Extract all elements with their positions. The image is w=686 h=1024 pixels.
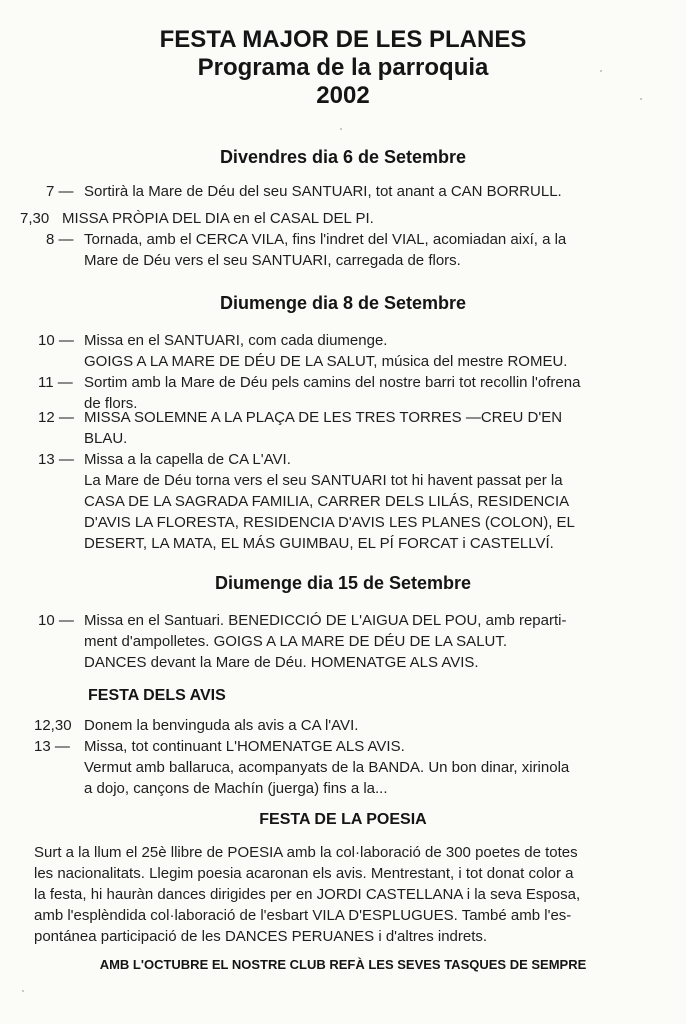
entry-text: [84, 715, 646, 736]
scan-speck: [22, 990, 24, 992]
page-title: FESTA MAJOR DE LES PLANES: [159, 26, 527, 53]
entry-time: 10 —: [38, 332, 74, 349]
page-subtitle: Programa de la parroquia: [197, 54, 489, 81]
entry-line: Missa en el Santuari. BENEDICCIÓ DE L'AIGUA DEL POU, amb reparti-: [84, 612, 567, 629]
list-item: [38, 407, 646, 449]
entry-line: Missa en el SANTUARI, com cada diumenge.: [84, 332, 388, 349]
entry-text: [84, 736, 646, 799]
entry-time: 12 —: [38, 409, 74, 426]
list-item: [34, 715, 646, 736]
entry-line: Tornada, amb el CERCA VILA, fins l'indret del VIAL, acomiadan així, a la: [84, 231, 567, 248]
paragraph-line: Surt a la llum el 25è llibre de POESIA amb la col·laboració de 300 poetes de totes: [34, 844, 578, 861]
entry-line: La Mare de Déu torna vers el seu SANTUARI tot hi havent passat per la: [84, 472, 563, 489]
entry-line: Donem la benvinguda als avis a CA l'AVI.: [84, 717, 359, 734]
entry-line: GOIGS A LA MARE DE DÉU DE LA SALUT, música del mestre ROMEU.: [84, 353, 568, 370]
entry-text: [62, 208, 646, 229]
entry-time: 12,30: [34, 717, 72, 734]
paragraph-line: pontánea participació de les DANCES PERUANES i d'altres indrets.: [34, 928, 488, 945]
entry-text: [84, 449, 646, 554]
section-heading-festa-avis: FESTA DELS AVIS: [88, 687, 226, 704]
list-item: [46, 181, 646, 202]
entry-time: 7,30: [20, 210, 50, 227]
list-item: [38, 610, 646, 673]
entry-line: DANCES devant la Mare de Déu. HOMENATGE ALS AVIS.: [84, 654, 479, 671]
scan-speck: [640, 98, 642, 100]
entry-time: 10 —: [38, 612, 74, 629]
scan-speck: [340, 128, 342, 130]
entry-line: Sortim amb la Mare de Déu pels camins del nostre barri tot recollin l'ofrena: [84, 374, 581, 391]
footer-note: AMB L'OCTUBRE EL NOSTRE CLUB REFÀ LES SEVES TASQUES DE SEMPRE: [99, 957, 587, 972]
entry-line: D'AVIS LA FLORESTA, RESIDENCIA D'AVIS LES PLANES (COLON), EL: [84, 514, 575, 531]
entry-line: Vermut amb ballaruca, acompanyats de la BANDA. Un bon dinar, xirinola: [84, 759, 570, 776]
entry-line: DESERT, LA MATA, EL MÁS GUIMBAU, EL PÍ FORCAT i CASTELLVÍ.: [84, 535, 554, 552]
scan-speck: [600, 70, 602, 72]
entry-time: 7 —: [46, 183, 74, 200]
list-item: [38, 449, 646, 554]
entry-line: BLAU.: [84, 430, 128, 447]
entry-line: a dojo, cançons de Machín (juerga) fins a la...: [84, 780, 388, 797]
entry-line: MISSA PRÒPIA DEL DIA en el CASAL DEL PI.: [62, 210, 374, 227]
section-heading-friday: Divendres dia 6 de Setembre: [219, 147, 467, 167]
section-heading-festa-poesia: FESTA DE LA POESIA: [259, 811, 427, 828]
paragraph-line: amb l'esplèndida col·laboració de l'esbart VILA D'ESPLUGUES. També amb l'es-: [34, 907, 572, 924]
poesia-paragraph: [34, 842, 644, 947]
entry-text: [84, 407, 646, 449]
entry-text: [84, 181, 646, 202]
list-item: [20, 208, 646, 229]
list-item: [46, 229, 646, 271]
paragraph-line: la festa, hi hauràn dances dirigides per en JORDI CASTELLANA i la seva Esposa,: [34, 886, 581, 903]
section-heading-sunday-15: Diumenge dia 15 de Setembre: [214, 573, 472, 593]
entry-time: 11 —: [38, 374, 73, 391]
entry-time: 13 —: [34, 738, 70, 755]
entry-time: 8 —: [46, 231, 74, 248]
title-block: [0, 26, 686, 110]
entry-line: MISSA SOLEMNE A LA PLAÇA DE LES TRES TORRES —CREU D'EN: [84, 409, 563, 426]
entry-line: Sortirà la Mare de Déu del seu SANTUARI, tot anant a CAN BORRULL.: [84, 183, 562, 200]
entry-time: 13 —: [38, 451, 74, 468]
entry-line: Missa, tot continuant L'HOMENATGE ALS AVIS.: [84, 738, 405, 755]
page-year: 2002: [316, 82, 370, 109]
entry-text: [84, 610, 646, 673]
entry-line: Mare de Déu vers el seu SANTUARI, carregada de flors.: [84, 252, 461, 269]
section-heading-sunday-8: Diumenge dia 8 de Setembre: [219, 293, 467, 313]
entry-line: Missa a la capella de CA L'AVI.: [84, 451, 291, 468]
list-item: [34, 736, 646, 799]
paragraph-line: les nacionalitats. Llegim poesia acaronan els avis. Mentrestant, i tot donat color a: [34, 865, 574, 882]
list-item: [38, 330, 646, 372]
entry-text: [84, 229, 646, 271]
entry-line: ment d'ampolletes. GOIGS A LA MARE DE DÉU DE LA SALUT.: [84, 633, 508, 650]
entry-line: CASA DE LA SAGRADA FAMILIA, CARRER DELS LILÁS, RESIDENCIA: [84, 493, 570, 510]
entry-text: [84, 330, 646, 372]
entry-line: de flors.: [84, 395, 138, 412]
